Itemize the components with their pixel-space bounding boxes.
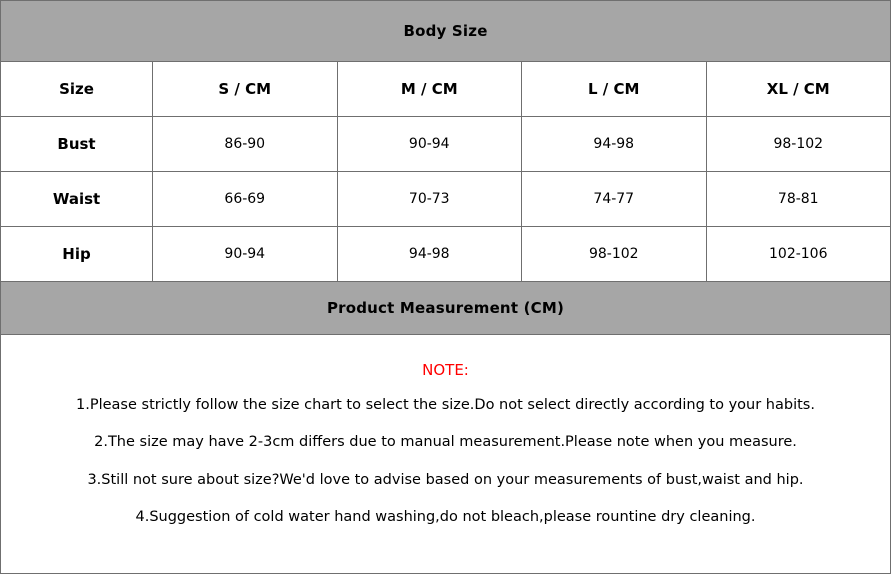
note-line-4: 4.Suggestion of cold water hand washing,do not bleach,please rountine dry cleaning.	[135, 509, 756, 526]
notes-section	[1, 335, 890, 573]
cell-bust-l: 94-98	[522, 117, 707, 171]
cell-bust-m: 90-94	[338, 117, 523, 171]
column-header-xl: XL / CM	[766, 80, 830, 98]
note-line-2: 2.The size may have 2-3cm differs due to manual measurement.Please note when you measure.	[94, 434, 797, 451]
body-size-title: Body Size	[403, 22, 488, 40]
row-label-waist: Waist	[1, 172, 153, 226]
cell-hip-m: 94-98	[338, 227, 523, 281]
row-label-hip: Hip	[1, 227, 153, 281]
column-header-m: M / CM	[338, 62, 523, 116]
table-row	[1, 227, 890, 282]
table-row	[1, 117, 890, 172]
note-line-3: 3.Still not sure about size?We'd love to advise based on your measurements of bust,waist and hip.	[87, 471, 804, 488]
cell-waist-m: 70-73	[338, 172, 523, 226]
row-label-bust: Bust	[1, 117, 153, 171]
body-size-table	[1, 62, 890, 282]
cell-hip-l: 98-102	[522, 227, 707, 281]
product-measurement-title: Product Measurement (CM)	[326, 299, 565, 317]
body-size-header	[1, 1, 890, 62]
product-measurement-header	[1, 282, 890, 335]
cell-waist-xl: 78-81	[777, 191, 819, 207]
table-header-row	[1, 62, 890, 117]
note-title: NOTE:	[422, 361, 469, 379]
cell-bust-s: 86-90	[153, 117, 338, 171]
column-header-s: S / CM	[153, 62, 338, 116]
cell-hip-s: 90-94	[153, 227, 338, 281]
cell-waist-s: 66-69	[153, 172, 338, 226]
note-line-1: 1.Please strictly follow the size chart to select the size.Do not select directly according to your habits.	[76, 397, 815, 413]
column-header-size: Size	[1, 62, 153, 116]
cell-bust-xl: 98-102	[773, 136, 824, 152]
cell-hip-xl: 102-106	[769, 246, 828, 262]
cell-waist-l: 74-77	[522, 172, 707, 226]
table-row	[1, 172, 890, 227]
column-header-l: L / CM	[522, 62, 707, 116]
